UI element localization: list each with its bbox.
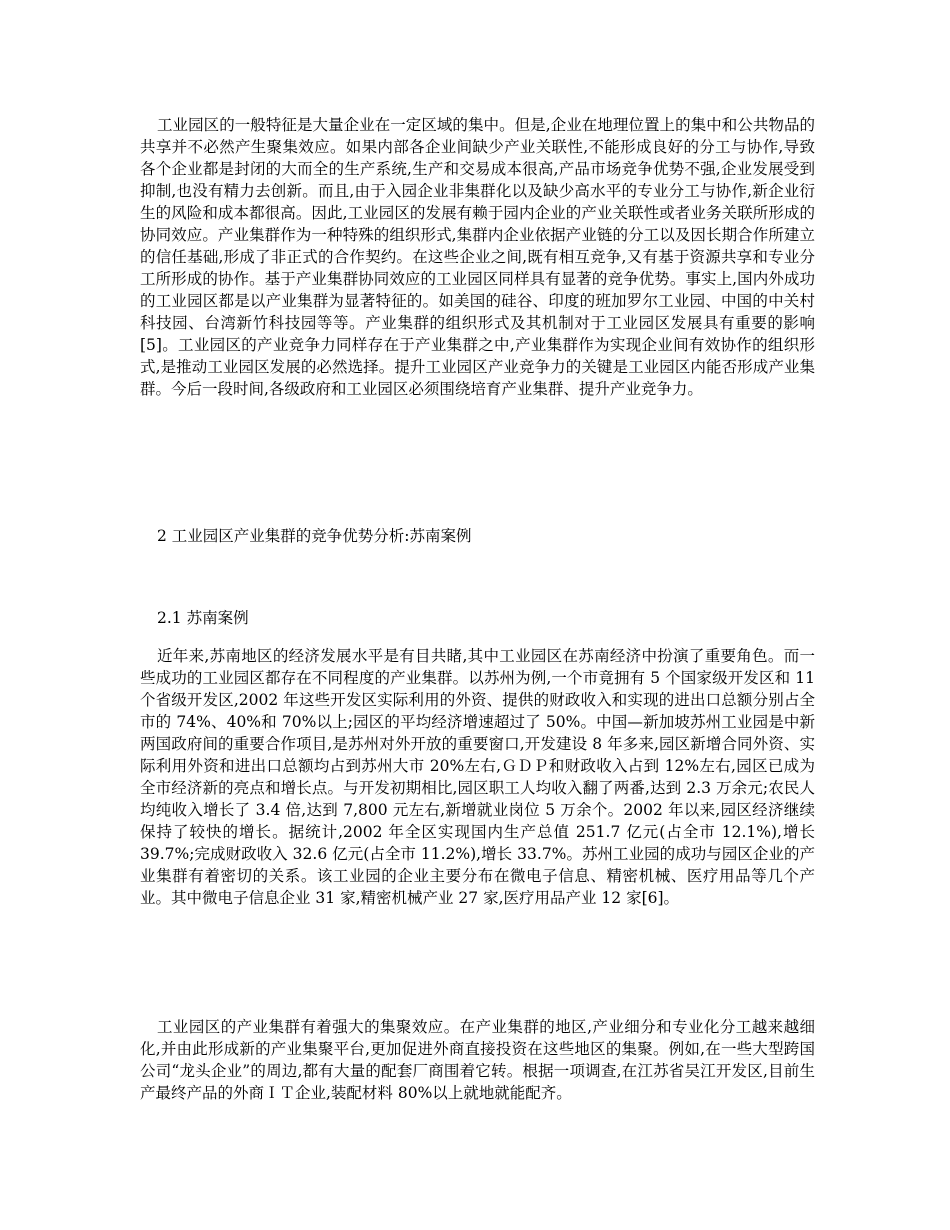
body-paragraph: 工业园区的产业集群有着强大的集聚效应。在产业集群的地区,产业细分和专业化分工越来越细化,并由此形成新的产业集聚平台,更加促进外商直接投资在这些地区的集聚。例如,在一些大型跨国公司“龙头企业”的周边,都有大量的配套厂商围着它转。根据一项调查,在江苏省吴江开发区,目前生产最终产品的外商ＩＴ企业,装配材料 80%以上就地就能配齐。	[140, 1018, 815, 1102]
subsection-heading: 2.1 苏南案例	[157, 609, 249, 627]
section-heading: 2 工业园区产业集群的竞争优势分析:苏南案例	[157, 527, 472, 545]
body-paragraph: 近年来,苏南地区的经济发展水平是有目共睹,其中工业园区在苏南经济中扮演了重要角色。而一些成功的工业园区都存在不同程度的产业集群。以苏州为例,一个市竟拥有 5 个国家级开发区和 11 个省级开发区,2002 年这些开发区实际利用的外资、提供的财政收入和实现的进出口总额分别占全市的 74%、40%和 70%以上;园区的平均经济增速超过了 50%。中国—新加坡苏州工业园是中新两国政府间的重要合作项目,是苏州对外开放的重要窗口,开发建设 8 年多来,园区新增合同外资、实际利用外资和进出口总额均占到苏州大市 20%左右,ＧＤＰ和财政收入占到 12%左右,园区已成为全市经济新的亮点和增长点。与开发初期相比,园区职工人均收入翻了两番,达到 2.3 万余元;农民人均纯收入增长了 3.4 倍,达到 7,800 元左右,新增就业岗位 5 万余个。2002 年以来,园区经济继续保持了较快的增长。据统计,2002 年全区实现国内生产总值 251.7 亿元(占全市 12.1%),增长 39.7%;完成财政收入 32.6 亿元(占全市 11.2%),增长 33.7%。苏州工业园的成功与园区企业的产业集群有着密切的关系。该工业园的企业主要分布在微电子信息、精密机械、医疗用品等几个产业。其中微电子信息企业 31 家,精密机械产业 27 家,医疗用品产业 12 家[6]。	[140, 647, 815, 907]
body-paragraph: 工业园区的一般特征是大量企业在一定区域的集中。但是,企业在地理位置上的集中和公共物品的共享并不必然产生聚集效应。如果内部各企业间缺少产业关联性,不能形成良好的分工与协作,导致各个企业都是封闭的大而全的生产系统,生产和交易成本很高,产品市场竞争优势不强,企业发展受到抑制,也没有精力去创新。而且,由于入园企业非集群化以及缺少高水平的专业分工与协作,新企业衍生的风险和成本都很高。因此,工业园区的发展有赖于园内企业的产业关联性或者业务关联所形成的协同效应。产业集群作为一种特殊的组织形式,集群内企业依据产业链的分工以及因长期合作所建立的信任基础,形成了非正式的合作契约。在这些企业之间,既有相互竞争,又有基于资源共享和专业分工所形成的协作。基于产业集群协同效应的工业园区同样具有显著的竞争优势。事实上,国内外成功的工业园区都是以产业集群为显著特征的。如美国的硅谷、印度的班加罗尔工业园、中国的中关村科技园、台湾新竹科技园等等。产业集群的组织形式及其机制对于工业园区发展具有重要的影响[5]。工业园区的产业竞争力同样存在于产业集群之中,产业集群作为实现企业间有效协作的组织形式,是推动工业园区发展的必然选择。提升工业园区产业竞争力的关键是工业园区内能否形成产业集群。今后一段时间,各级政府和工业园区必须围绕培育产业集群、提升产业竞争力。	[140, 116, 815, 398]
